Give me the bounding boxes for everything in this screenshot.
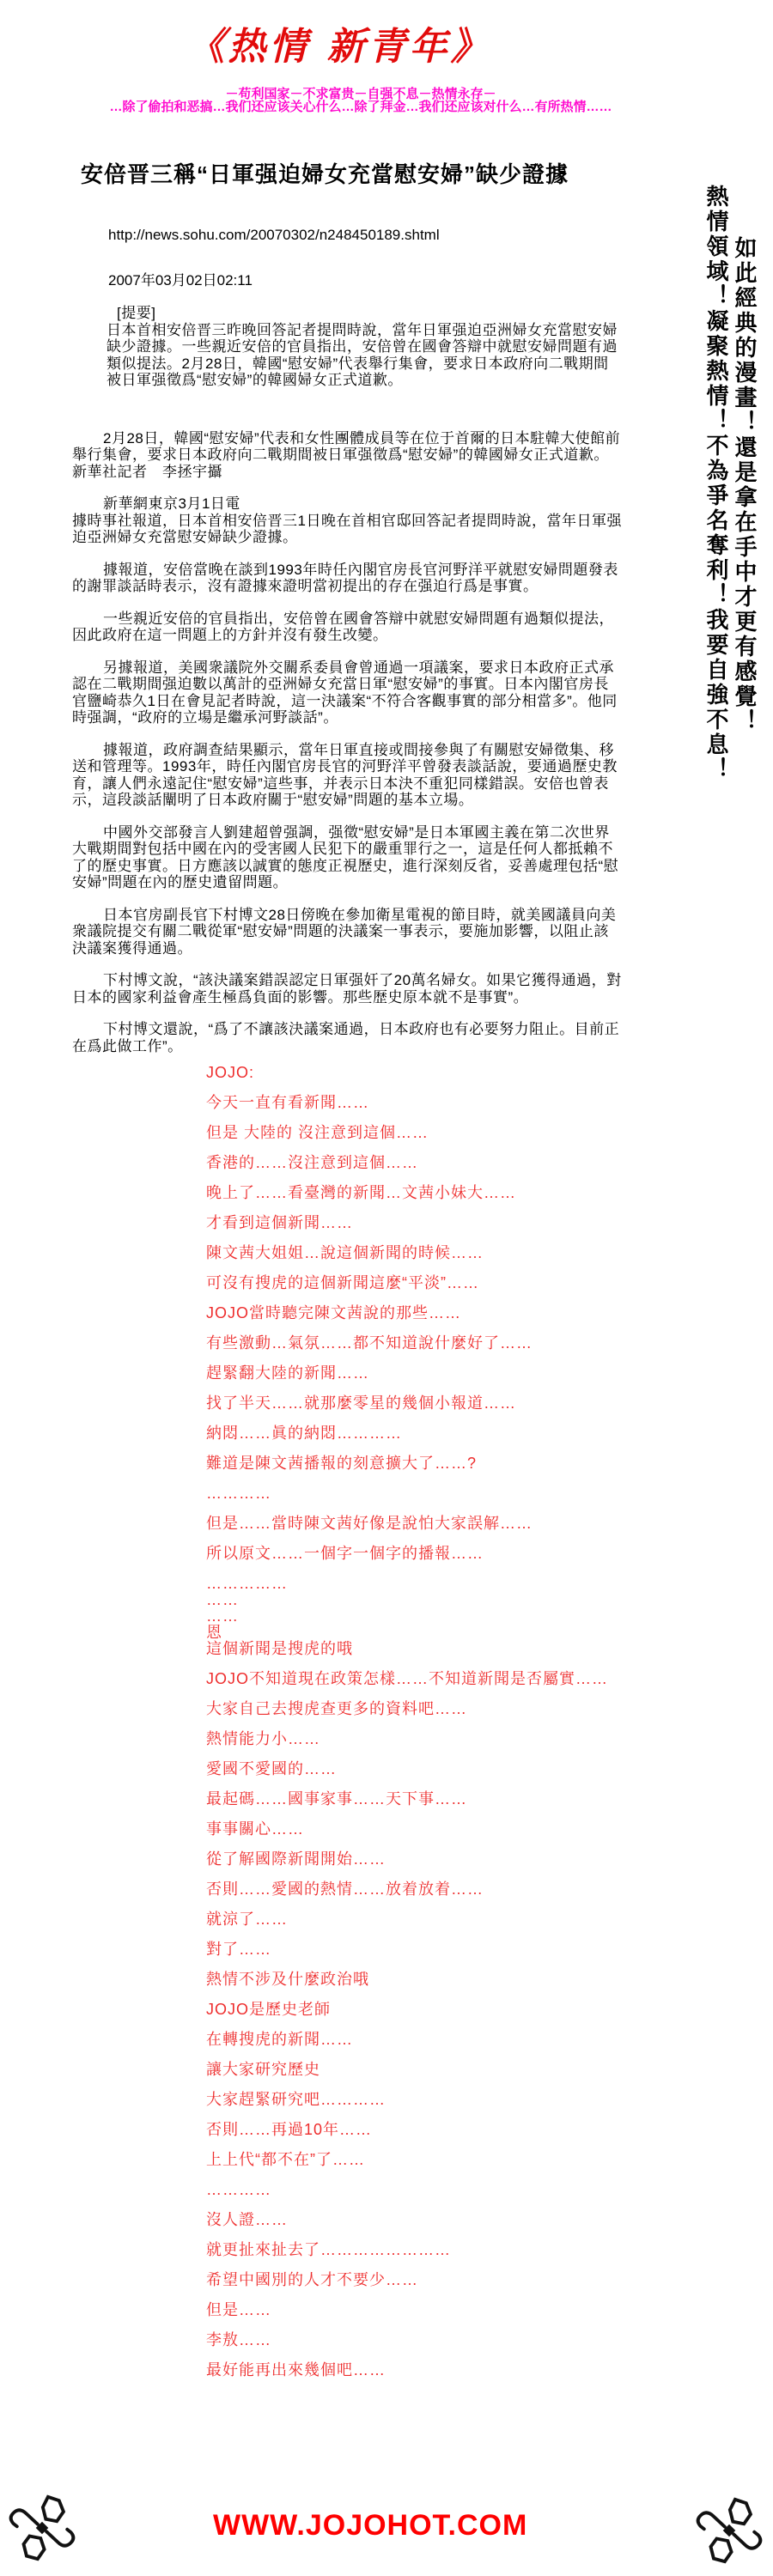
jojo-comment-line: 陳文茜大姐姐…說這個新聞的時候…… xyxy=(206,1244,484,1261)
jojo-comment-line: …………… xyxy=(206,1575,288,1592)
jojo-comment-line: 沒人證…… xyxy=(206,2211,288,2228)
article-paragraph: 下村博文說，“該決議案錯誤認定日軍强奸了20萬名婦女。如果它獲得通過，對日本的國家利益會產生極爲負面的影響。那些歷史原本就不是事實”。 xyxy=(72,972,622,1005)
jojo-comment-line: 找了半天……就那麼零星的幾個小報道…… xyxy=(206,1394,516,1412)
jojo-comment-line: 否則……愛國的熱情……放着放着…… xyxy=(206,1880,484,1898)
jojo-comment-line: 事事關心…… xyxy=(206,1820,304,1838)
masthead-slogan-2: …除了偷拍和恶搞…我们还应该关心什么…除了拜金…我们还应该对什么…有所热情…… xyxy=(109,100,612,114)
abstract-text: 日本首相安倍晋三昨晚回答記者提問時說，當年日軍强迫亞洲婦女充當慰安婦缺少證據。一些親近安倍的官員指出，安倍曾在國會答辯中就慰安婦問題有過類似提法。2月28日，韓國“慰安婦”代表舉行集會，要求日本政府向二戰期間被日軍强徵爲“慰安婦”的韓國婦女正式道歉。 xyxy=(107,321,618,388)
jojo-comment-line: 就更扯來扯去了…………………… xyxy=(206,2241,451,2258)
article-paragraph: 新華網東京3月1日電 xyxy=(103,495,240,512)
jojo-comment-line: 大家趕緊研究吧………… xyxy=(206,2091,386,2108)
jojo-comment-line: 最起碼……國事家事……天下事…… xyxy=(206,1790,467,1807)
jojo-comment-line: …… xyxy=(206,1607,239,1625)
jojo-comment-line: 對了…… xyxy=(206,1941,271,1958)
jojo-comment-line: 所以原文……一個字一個字的播報…… xyxy=(206,1545,484,1562)
abstract-label: [提要] xyxy=(117,305,156,321)
jojo-comment-line: 但是……當時陳文茜好像是說怕大家誤解…… xyxy=(206,1515,533,1532)
article-paragraph: 據時事社報道，日本首相安倍晋三1日晚在首相官邸回答記者提問時說，當年日軍强迫亞洲婦女充當慰安婦缺少證據。 xyxy=(72,512,622,545)
jojo-comment-line: 否則……再過10年…… xyxy=(206,2121,373,2138)
masthead xyxy=(0,0,773,113)
jojo-comment-line: 但是 大陸的 沒注意到這個…… xyxy=(206,1124,429,1141)
jojo-comment-line: 讓大家研究歷史 xyxy=(206,2061,320,2078)
site-title: 《热情 新青年》 xyxy=(186,25,492,69)
jojo-comment-line: 但是…… xyxy=(206,2301,271,2318)
jojo-comment-line: JOJO當時聽完陳文茜說的那些…… xyxy=(206,1304,462,1321)
jojo-comment-line: 大家自己去搜虎查更多的資料吧…… xyxy=(206,1700,467,1717)
jojo-comment-line: 在轉搜虎的新聞…… xyxy=(206,2031,353,2048)
jojo-comment-line: 趕緊翻大陸的新聞…… xyxy=(206,1364,369,1382)
jojo-comment-line: 熱情不涉及什麼政治哦 xyxy=(206,1971,369,1988)
jojo-comment-line: 熱情能力小…… xyxy=(206,1730,320,1747)
article-abstract xyxy=(107,305,624,389)
article-body xyxy=(72,430,624,1055)
article-source-url: http://news.sohu.com/20070302/n248450189.shtml xyxy=(108,227,440,243)
jojo-comment-line: 從了解國際新聞開始…… xyxy=(206,1850,386,1868)
jojo-comment-line: 難道是陳文茜播報的刻意擴大了……? xyxy=(206,1455,478,1472)
jojo-comment-block xyxy=(206,1065,687,2392)
jojo-comment-line: 可沒有搜虎的這個新聞這麼“平淡”…… xyxy=(206,1274,479,1291)
jojo-comment-line: JOJO不知道現在政策怎樣……不知道新聞是否屬實…… xyxy=(206,1670,608,1687)
news-article xyxy=(72,157,624,1054)
article-paragraph: 中國外交部發言人劉建超曾强調，强徵“慰安婦”是日本軍國主義在第二次世界大戰期間對包括中國在內的受害國人民犯下的嚴重罪行之一，這是任何人都抵賴不了的歷史事實。日方應該以誠實的態度正視歷史，進行深刻反省，妥善處理包括“慰安婦”問題在內的歷史遺留問題。 xyxy=(72,823,619,890)
jojo-comment-line: …… xyxy=(206,1591,239,1608)
article-paragraph: 據報道，政府調查結果顯示，當年日軍直接或間接參與了有關慰安婦徵集、移送和管理等。1993年，時任內閣官房長官的河野洋平曾發表談話說，要通過歷史教育，讓人們永遠記住“慰安婦”這些事，并表示日本決不重犯同樣錯誤。安倍也曾表示，這段談話闡明了日本政府關于“慰安婦”問題的基本立場。 xyxy=(72,741,618,808)
article-paragraph: 另據報道，美國衆議院外交關系委員會曾通過一項議案，要求日本政府正式承認在二戰期間强迫數以萬計的亞洲婦女充當日軍“慰安婦”的事實。日本內閣官房長官鹽崎恭久1日在會見記者時說，這一決議案“不符合客觀事實的部分相當多”。他同時强調，“政府的立場是繼承河野談話”。 xyxy=(72,659,618,726)
jojo-comment-line: 李敖…… xyxy=(206,2331,271,2348)
article-date: 2007年03月02日02:11 xyxy=(108,272,253,289)
jojo-comment-line: JOJO: xyxy=(206,1064,255,1081)
jojo-comment-line: 恩 xyxy=(206,1624,222,1641)
jojo-comment-line: 有些激動…氣氛……都不知道說什麼好了…… xyxy=(206,1334,533,1352)
jojo-comment-line: 希望中國別的人才不要少…… xyxy=(206,2271,418,2288)
jojo-comment-line: 今天一直有看新聞…… xyxy=(206,1094,369,1111)
article-paragraph: 日本官房副長官下村博文28日傍晚在參加衛星電視的節目時，就美國議員向美衆議院提交有關二戰從軍“慰安婦”問題的決議案一事表示，要施加影響，以阻止該決議案獲得通過。 xyxy=(72,906,617,957)
article-paragraph: 下村博文還說，“爲了不讓該決議案通過，日本政府也有必要努力阻止。目前正在爲此做工作”。 xyxy=(72,1021,620,1054)
vertical-slogan-outer: 如此經典的漫畫！還是拿在手中才更有感覺！ xyxy=(732,236,757,734)
jojo-comment-line: ………… xyxy=(206,1485,271,1502)
jojo-comment-line: 納悶……眞的納悶………… xyxy=(206,1425,402,1442)
jojo-comment-line: JOJO是歷史老師 xyxy=(206,2001,332,2018)
jojo-comment-line: 香港的……沒注意到這個…… xyxy=(206,1154,418,1171)
pinwheel-ornament-icon xyxy=(692,2493,766,2568)
article-paragraph: 一些親近安倍的官員指出，安倍曾在國會答辯中就慰安婦問題有過類似提法，因此政府在這一問題上的方針并沒有發生改變。 xyxy=(72,610,614,643)
jojo-comment-line: 最好能再出來幾個吧…… xyxy=(206,2361,386,2379)
jojo-comment-line: 這個新聞是搜虎的哦 xyxy=(206,1640,353,1657)
jojo-comment-line: ………… xyxy=(206,2181,271,2198)
jojo-comment-line: 才看到這個新聞…… xyxy=(206,1214,353,1231)
masthead-slogan-1: －苟利国家－不求富贵－自强不息－热情永存－ xyxy=(225,87,496,101)
article-title: 安倍晋三稱“日軍强迫婦女充當慰安婦”缺少證據 xyxy=(81,161,569,187)
article-paragraph: 據報道，安倍當晚在談到1993年時任內閣官房長官河野洋平就慰安婦問題發表的謝罪談話時表示，沒有證據來證明當初提出的存在强迫行爲是事實。 xyxy=(72,561,618,594)
jojo-comment-line: 上上代“都不在”了…… xyxy=(206,2151,365,2168)
vertical-slogan-inner: 熱情領域！凝聚熱情！不為爭名奪利！我要自強不息！ xyxy=(703,185,728,782)
jojo-comment-line: 愛國不愛國的…… xyxy=(206,1760,337,1777)
article-paragraph: 2月28日，韓國“慰安婦”代表和女性團體成員等在位于首爾的日本駐韓大使館前舉行集會，要求日本政府向二戰期間被日軍强徵爲“慰安婦”的韓國婦女正式道歉。新華社記者 李拯宇攝 xyxy=(72,429,621,480)
jojo-comment-line: 就涼了…… xyxy=(206,1911,288,1928)
jojo-comment-line: 晚上了……看臺灣的新聞…文茜小妹大…… xyxy=(206,1184,516,1201)
footer-site-name: WWW.JOJOHOT.COM xyxy=(213,2509,528,2542)
pinwheel-ornament-icon xyxy=(5,2490,79,2566)
